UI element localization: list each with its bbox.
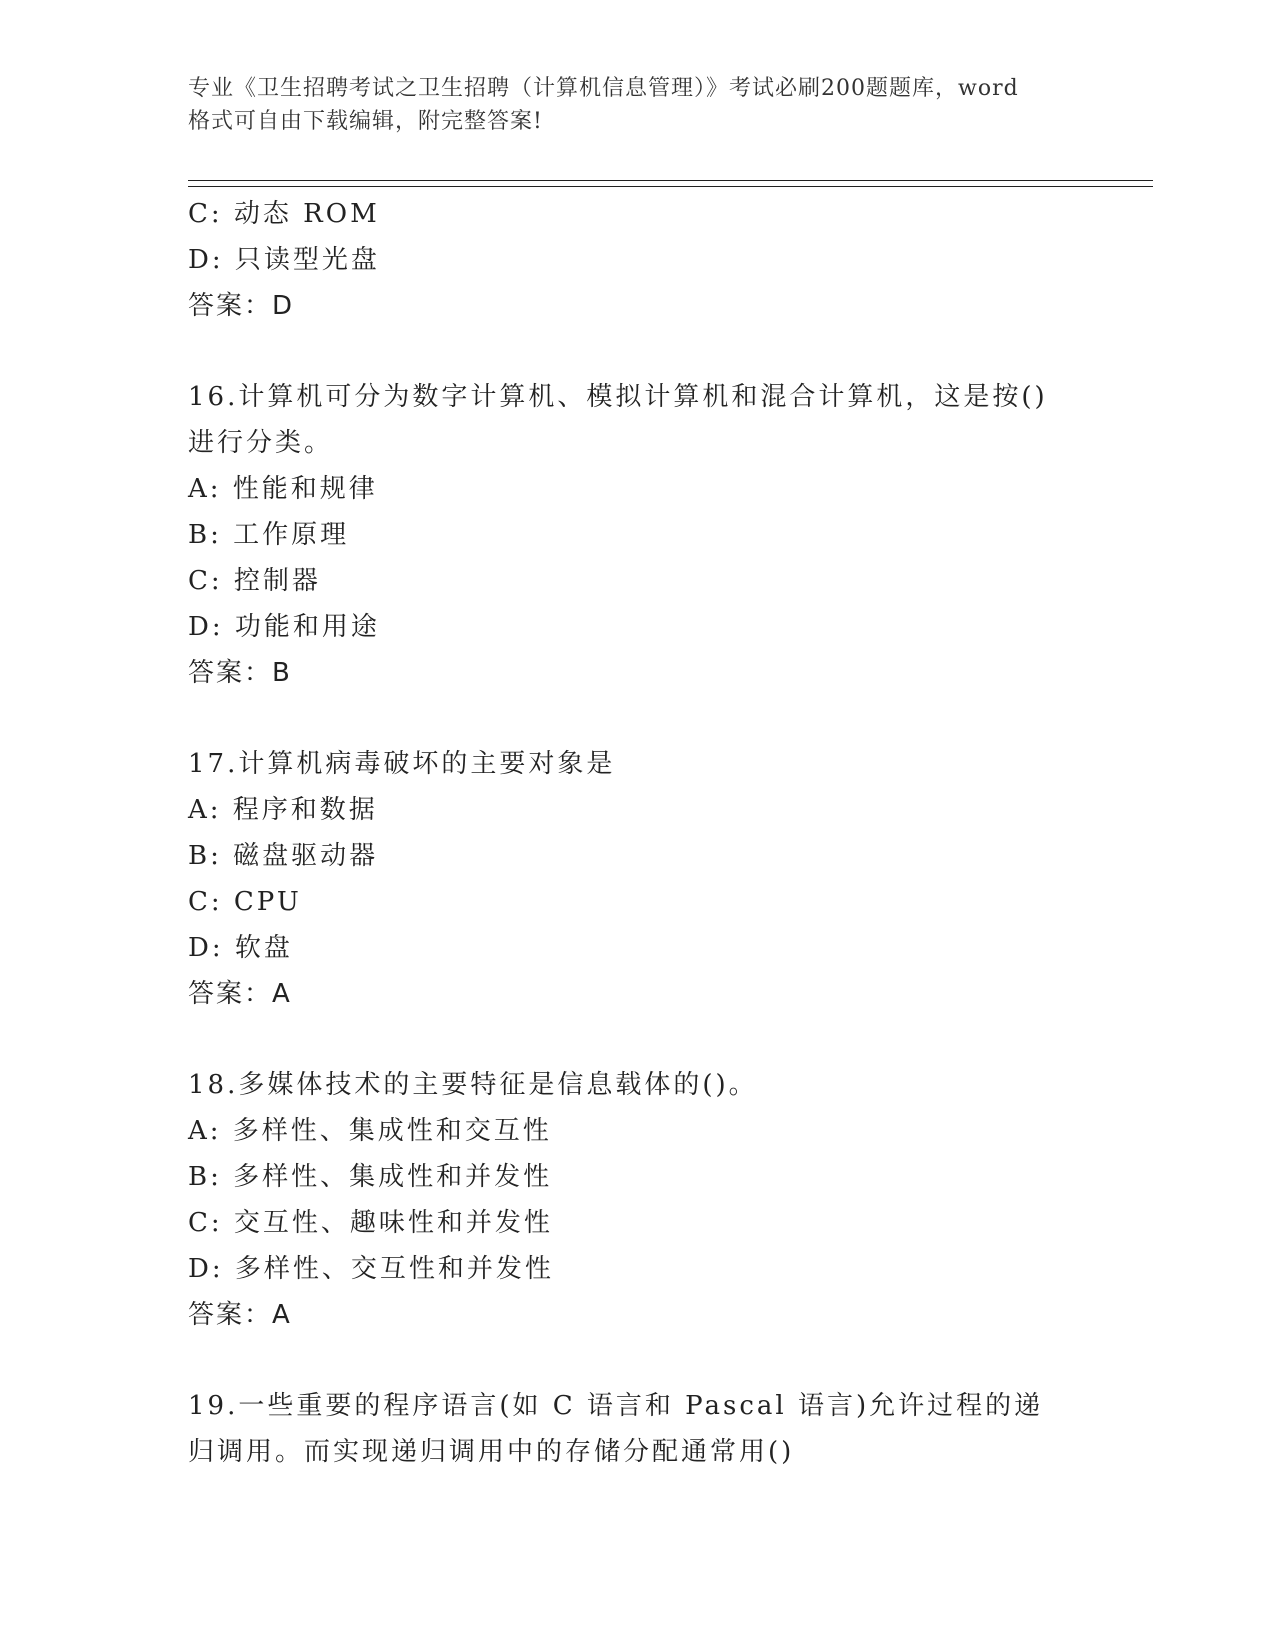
question-text: 19.一些重要的程序语言(如 C 语言和 Pascal 语言)允许过程的递归调用。而实现递归调用中的存储分配通常用(): [188, 1391, 1044, 1467]
option-d: D: 只读型光盘: [188, 245, 380, 275]
option-d: D: 多样性、交互性和并发性: [188, 1254, 554, 1284]
answer-line: 答案：D: [188, 291, 295, 321]
header-line-1: 专业《卫生招聘考试之卫生招聘（计算机信息管理）》考试必刷200题题库，word: [188, 76, 1019, 101]
spacer: [188, 696, 1088, 741]
option-b: B: 多样性、集成性和并发性: [188, 1162, 553, 1192]
question-text: 17.计算机病毒破坏的主要对象是: [188, 749, 616, 779]
spacer: [188, 1017, 1088, 1062]
option-c: C: 控制器: [188, 566, 321, 596]
option-a: A: 多样性、集成性和交互性: [188, 1116, 552, 1146]
document-header: [188, 72, 1088, 138]
header-divider-top: [188, 180, 1153, 181]
question-text: 18.多媒体技术的主要特征是信息载体的()。: [188, 1070, 758, 1100]
option-d: D: 功能和用途: [188, 612, 380, 642]
question-text: 16.计算机可分为数字计算机、模拟计算机和混合计算机，这是按()进行分类。: [188, 382, 1048, 458]
option-c: C: 交互性、趣味性和并发性: [188, 1208, 553, 1238]
option-c: C: 动态 ROM: [188, 199, 380, 229]
option-b: B: 工作原理: [188, 520, 350, 550]
spacer: [188, 1338, 1088, 1383]
question-19: [188, 1383, 1088, 1475]
option-d: D: 软盘: [188, 933, 293, 963]
answer-line: 答案：B: [188, 658, 292, 688]
spacer: [188, 329, 1088, 374]
header-line-2: 格式可自由下载编辑，附完整答案!: [188, 109, 543, 134]
option-b: B: 磁盘驱动器: [188, 841, 379, 871]
question-17: [188, 741, 1088, 1017]
header-divider-bottom: [188, 186, 1153, 187]
option-a: A: 程序和数据: [188, 795, 378, 825]
question-16: [188, 374, 1088, 696]
answer-line: 答案：A: [188, 979, 292, 1009]
answer-line: 答案：A: [188, 1300, 292, 1330]
question-15-continued: [188, 191, 1088, 329]
option-a: A: 性能和规律: [188, 474, 378, 504]
question-list: [188, 191, 1088, 1475]
option-c: C: CPU: [188, 887, 302, 917]
question-18: [188, 1062, 1088, 1338]
